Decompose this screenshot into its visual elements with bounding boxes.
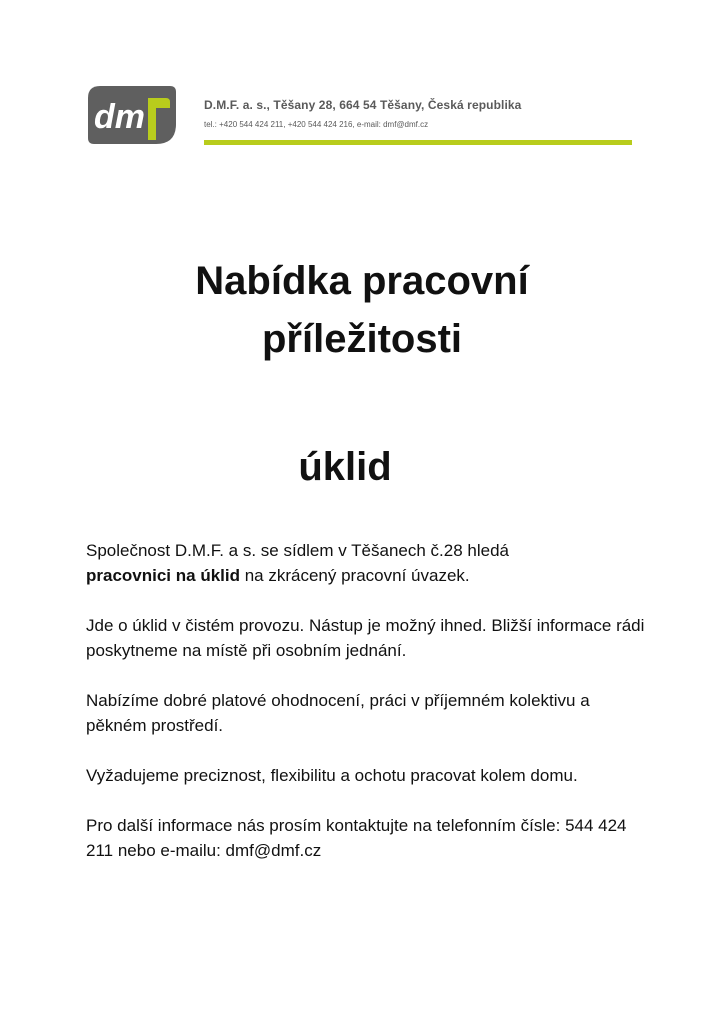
job-description [86,538,646,888]
page-title [0,252,724,368]
intro-text: Společnost D.M.F. a s. se sídlem v Těšanech č.28 hledá [86,541,510,560]
paragraph-requirements: Vyžadujeme preciznost, flexibilitu a ochotu pracovat kolem domu. [86,766,578,785]
letterhead [86,84,636,150]
title-line-1: Nabídka pracovní [195,259,529,303]
svg-text:dm: dm [94,98,145,136]
header-accent-rule [204,140,632,145]
paragraph-offer: Nabízíme dobré platové ohodnocení, práci v příjemném kolektivu a pěkném prostředí. [86,691,590,735]
position-highlight: pracovnici na úklid [86,566,240,585]
paragraph-intro [86,538,646,588]
intro-text-end: na zkrácený pracovní úvazek. [240,566,470,585]
paragraph-details: Jde o úklid v čistém provozu. Nástup je možný ihned. Bližší informace rádi poskytneme na místě při osobním jednání. [86,616,645,660]
job-subtitle: úklid [298,445,392,489]
company-contact: tel.: +420 544 424 211, +420 544 424 216, e-mail: dmf@dmf.cz [204,120,429,129]
title-line-2: příležitosti [261,317,463,361]
company-address: D.M.F. a. s., Těšany 28, 664 54 Těšany, Česká republika [204,98,522,112]
paragraph-contact: Pro další informace nás prosím kontaktujte na telefonním čísle: 544 424 211 nebo e-mailu: dmf@dmf.cz [86,816,627,860]
dmf-logo [86,84,178,146]
